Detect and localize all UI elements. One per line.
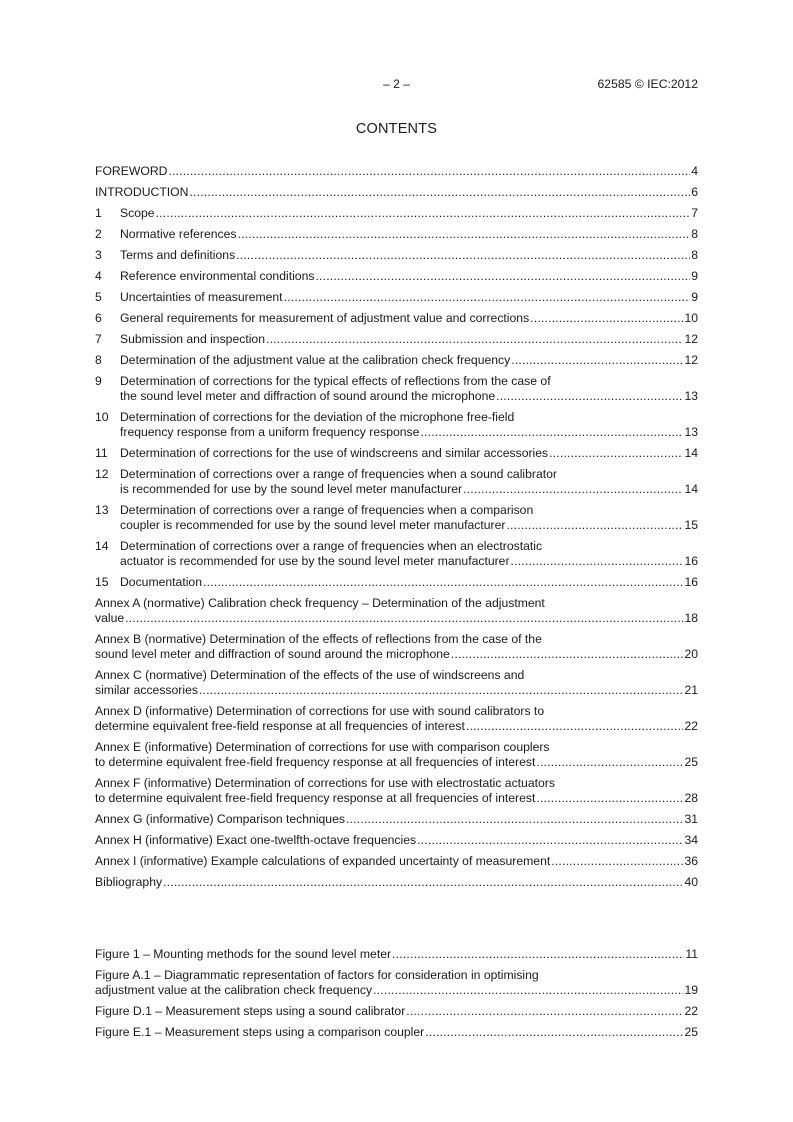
dot-leader bbox=[266, 332, 683, 347]
figure-entry[interactable] bbox=[95, 947, 698, 962]
toc-entry-title: Annex I (informative) Example calculations of expanded uncertainty of measurement bbox=[95, 854, 551, 868]
toc-entry[interactable] bbox=[95, 467, 698, 497]
toc-entry-page: 15 bbox=[684, 518, 698, 532]
toc-entry-title: Bibliography bbox=[95, 875, 163, 889]
page-title: CONTENTS bbox=[355, 121, 438, 137]
toc-entry-title: Figure E.1 – Measurement steps using a comparison coupler bbox=[95, 1025, 425, 1039]
toc-entry-number: 1 bbox=[95, 206, 102, 220]
toc-entry-page: 40 bbox=[684, 875, 698, 889]
toc-entry[interactable] bbox=[95, 206, 698, 221]
dot-leader bbox=[199, 683, 683, 698]
toc-entry-page: 16 bbox=[684, 554, 698, 568]
dot-leader bbox=[406, 1004, 683, 1019]
toc-entry-title: Reference environmental conditions bbox=[120, 269, 315, 283]
toc-entry-number: 7 bbox=[95, 332, 102, 346]
toc-entry[interactable] bbox=[95, 632, 698, 662]
toc-entry[interactable] bbox=[95, 311, 698, 326]
toc-entry-page: 34 bbox=[684, 833, 698, 847]
toc-entry[interactable] bbox=[95, 833, 698, 848]
toc-entry-page: 22 bbox=[684, 719, 698, 733]
toc-entry-page: 13 bbox=[684, 425, 698, 439]
toc-entry-title: Determination of the adjustment value at the calibration check frequency bbox=[120, 353, 511, 367]
toc-entry-title: Annex D (informative) Determination of corrections for use with sound calibrators to bbox=[95, 704, 545, 718]
toc-entry-page: 18 bbox=[684, 611, 698, 625]
dot-leader bbox=[536, 755, 683, 770]
figure-entry[interactable] bbox=[95, 1004, 698, 1019]
toc-entry-page: 21 bbox=[684, 683, 698, 697]
toc-entry-page: 12 bbox=[684, 353, 698, 367]
figure-entry[interactable] bbox=[95, 1025, 698, 1040]
toc-entry-title: actuator is recommended for use by the sound level meter manufacturer bbox=[120, 554, 510, 568]
dot-leader bbox=[203, 575, 683, 590]
toc-entry[interactable] bbox=[95, 248, 698, 263]
toc-entry-title: Determination of corrections over a range of frequencies when a comparison bbox=[120, 503, 534, 517]
toc-entry-title: Annex C (normative) Determination of the effects of the use of windscreens and bbox=[95, 668, 525, 682]
toc-entry[interactable] bbox=[95, 503, 698, 533]
toc-entry[interactable] bbox=[95, 227, 698, 242]
toc-entry-title: Terms and definitions bbox=[120, 248, 236, 262]
toc-entry-title: Annex E (informative) Determination of corrections for use with comparison couplers bbox=[95, 740, 550, 754]
toc-entry-page: 11 bbox=[685, 947, 698, 961]
toc-entry-title: Annex A (normative) Calibration check frequency – Determination of the adjustment bbox=[95, 596, 545, 610]
toc-entry-page: 14 bbox=[684, 482, 698, 496]
toc-entry-title: Annex B (normative) Determination of the effects of reflections from the case of the bbox=[95, 632, 542, 646]
toc-entry-title: Determination of corrections for the typical effects of reflections from the case of bbox=[120, 374, 551, 388]
toc-entry-page: 36 bbox=[684, 854, 698, 868]
toc-entry[interactable] bbox=[95, 374, 698, 404]
dot-leader bbox=[163, 875, 683, 890]
toc-entry[interactable] bbox=[95, 185, 698, 200]
toc-entry-page: 7 bbox=[691, 206, 698, 220]
toc-entry-title: to determine equivalent free-field frequency response at all frequencies of interest bbox=[95, 755, 536, 769]
toc-entry-number: 8 bbox=[95, 353, 102, 367]
toc-entry-page: 28 bbox=[684, 791, 698, 805]
toc-entry[interactable] bbox=[95, 290, 698, 305]
toc-entry[interactable] bbox=[95, 164, 698, 179]
toc-entry-page: 9 bbox=[691, 269, 698, 283]
toc-entry-title: determine equivalent free-field response at all frequencies of interest bbox=[95, 719, 465, 733]
toc-entry-title: Annex G (informative) Comparison techniques bbox=[95, 812, 345, 826]
toc-entry-page: 14 bbox=[684, 446, 698, 460]
dot-leader bbox=[156, 206, 691, 221]
toc-entry-page: 4 bbox=[691, 164, 698, 178]
toc-entry[interactable] bbox=[95, 269, 698, 284]
toc-entry[interactable] bbox=[95, 410, 698, 440]
dot-leader bbox=[315, 269, 690, 284]
toc-entry-number: 2 bbox=[95, 227, 102, 241]
toc-entry-title: similar accessories bbox=[95, 683, 198, 697]
toc-entry-title: Scope bbox=[120, 206, 155, 220]
toc-entry-number: 10 bbox=[95, 410, 109, 424]
dot-leader bbox=[466, 719, 684, 734]
dot-leader bbox=[238, 227, 691, 242]
figure-entry[interactable] bbox=[95, 968, 698, 998]
toc-entry-title: adjustment value at the calibration check frequency bbox=[95, 983, 373, 997]
toc-entry[interactable] bbox=[95, 740, 698, 770]
dot-leader bbox=[373, 983, 683, 998]
toc-entry-title: frequency response from a uniform frequency response bbox=[120, 425, 420, 439]
toc-entry-number: 11 bbox=[95, 446, 108, 460]
dot-leader bbox=[284, 290, 691, 305]
toc-entry-title: Determination of corrections for the use of windscreens and similar accessories bbox=[120, 446, 549, 460]
toc-entry-page: 12 bbox=[684, 332, 698, 346]
toc-entry-title: Determination of corrections over a range of frequencies when a sound calibrator bbox=[120, 467, 557, 481]
dot-leader bbox=[506, 518, 683, 533]
toc-entry-title: is recommended for use by the sound level meter manufacturer bbox=[120, 482, 463, 496]
dot-leader bbox=[189, 185, 690, 200]
toc-entry[interactable] bbox=[95, 539, 698, 569]
toc-entry[interactable] bbox=[95, 446, 698, 461]
toc-entry-page: 22 bbox=[684, 1004, 698, 1018]
dot-leader bbox=[536, 791, 683, 806]
dot-leader bbox=[496, 389, 683, 404]
toc-entry-page: 19 bbox=[684, 983, 698, 997]
dot-leader bbox=[425, 1025, 683, 1040]
toc-entry-title: Figure A.1 – Diagrammatic representation of factors for consideration in optimising bbox=[95, 968, 539, 982]
dot-leader bbox=[551, 854, 683, 869]
toc-entry[interactable] bbox=[95, 596, 698, 626]
toc-entry-title: FOREWORD bbox=[95, 164, 168, 178]
toc-entry-title: Figure D.1 – Measurement steps using a sound calibrator bbox=[95, 1004, 406, 1018]
dot-leader bbox=[168, 164, 690, 179]
table-of-contents bbox=[95, 164, 698, 896]
toc-entry-page: 10 bbox=[684, 311, 698, 325]
toc-entry-number: 4 bbox=[95, 269, 102, 283]
toc-entry-number: 9 bbox=[95, 374, 102, 388]
toc-entry-number: 6 bbox=[95, 311, 102, 325]
toc-entry-number: 12 bbox=[95, 467, 109, 481]
toc-entry-page: 31 bbox=[684, 812, 698, 826]
toc-entry-title: Annex F (informative) Determination of corrections for use with electrostatic actuators bbox=[95, 776, 555, 790]
toc-entry-page: 8 bbox=[691, 227, 698, 241]
dot-leader bbox=[417, 833, 683, 848]
dot-leader bbox=[346, 812, 683, 827]
toc-entry[interactable] bbox=[95, 812, 698, 827]
toc-entry-number: 3 bbox=[95, 248, 102, 262]
dot-leader bbox=[236, 248, 690, 263]
toc-entry-title: sound level meter and diffraction of sound around the microphone bbox=[95, 647, 450, 661]
toc-entry-title: coupler is recommended for use by the sound level meter manufacturer bbox=[120, 518, 506, 532]
toc-entry-number: 15 bbox=[95, 575, 109, 589]
toc-entry[interactable] bbox=[95, 875, 698, 890]
toc-entry-title: to determine equivalent free-field frequency response at all frequencies of interest bbox=[95, 791, 536, 805]
toc-entry-title: Normative references bbox=[120, 227, 237, 241]
toc-entry[interactable] bbox=[95, 332, 698, 347]
toc-entry-page: 16 bbox=[684, 575, 698, 589]
dot-leader bbox=[392, 947, 684, 962]
dot-leader bbox=[530, 311, 683, 326]
toc-entry-page: 6 bbox=[691, 185, 698, 199]
dot-leader bbox=[511, 353, 683, 368]
toc-entry-title: Determination of corrections for the deviation of the microphone free-field bbox=[120, 410, 515, 424]
list-of-figures bbox=[95, 947, 698, 1046]
toc-entry[interactable] bbox=[95, 668, 698, 698]
toc-entry[interactable] bbox=[95, 704, 698, 734]
dot-leader bbox=[125, 611, 683, 626]
toc-entry-title: Figure 1 – Mounting methods for the sound level meter bbox=[95, 947, 392, 961]
toc-entry-page: 20 bbox=[684, 647, 698, 661]
toc-entry-title: Uncertainties of measurement bbox=[120, 290, 283, 304]
toc-entry-title: Documentation bbox=[120, 575, 202, 589]
toc-entry-title: Submission and inspection bbox=[120, 332, 265, 346]
toc-entry-title: the sound level meter and diffraction of sound around the microphone bbox=[120, 389, 496, 403]
page-number: – 2 – bbox=[382, 77, 411, 91]
dot-leader bbox=[463, 482, 683, 497]
toc-entry-page: 13 bbox=[684, 389, 698, 403]
toc-entry[interactable] bbox=[95, 854, 698, 869]
toc-entry[interactable] bbox=[95, 776, 698, 806]
toc-entry-page: 25 bbox=[684, 1025, 698, 1039]
standard-reference: 62585 © IEC:2012 bbox=[597, 77, 698, 91]
toc-entry-title: INTRODUCTION bbox=[95, 185, 189, 199]
toc-entry-number: 14 bbox=[95, 539, 109, 553]
toc-entry-number: 13 bbox=[95, 503, 109, 517]
toc-entry-page: 9 bbox=[691, 290, 698, 304]
page-header bbox=[95, 77, 698, 93]
toc-entry-title: Determination of corrections over a range of frequencies when an electrostatic bbox=[120, 539, 543, 553]
toc-entry-number: 5 bbox=[95, 290, 102, 304]
toc-entry-page: 8 bbox=[691, 248, 698, 262]
toc-entry-page: 25 bbox=[684, 755, 698, 769]
dot-leader bbox=[451, 647, 684, 662]
toc-entry[interactable] bbox=[95, 575, 698, 590]
toc-entry-title: value bbox=[95, 611, 125, 625]
toc-entry[interactable] bbox=[95, 353, 698, 368]
toc-entry-title: Annex H (informative) Exact one-twelfth-octave frequencies bbox=[95, 833, 417, 847]
dot-leader bbox=[511, 554, 684, 569]
toc-entry-title: General requirements for measurement of adjustment value and corrections bbox=[120, 311, 530, 325]
dot-leader bbox=[549, 446, 683, 461]
dot-leader bbox=[420, 425, 683, 440]
